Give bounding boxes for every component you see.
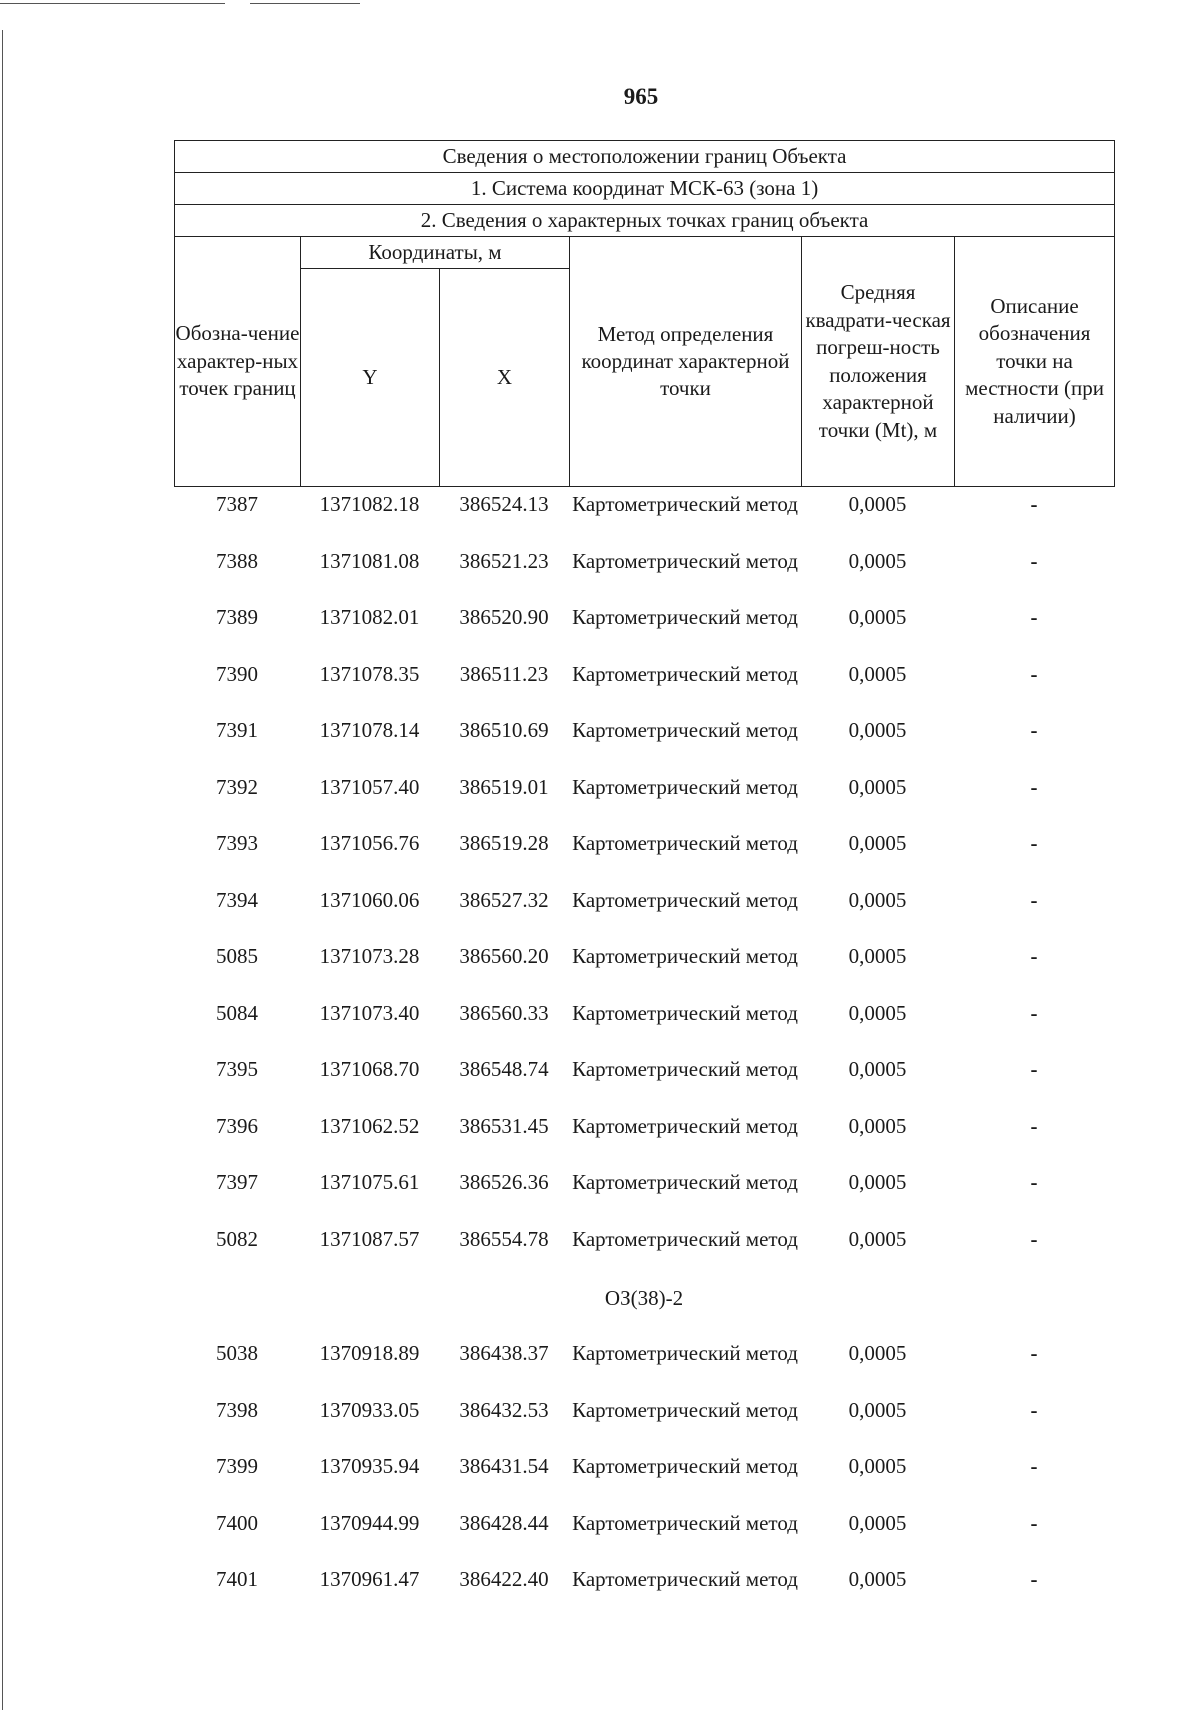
table-row [174,773,1114,830]
error-cell: 0,0005 [848,605,907,629]
coord-y: 1371056.76 [319,831,420,855]
coord-y: 1371060.06 [319,887,420,912]
method-cell: Картометрический метод [572,944,798,968]
coord-y: 1371087.57 [319,1226,420,1251]
table-row [174,829,1114,886]
page-number: 965 [623,84,659,109]
method-cell: Картометрический метод [572,605,798,629]
method-cell: Картометрический метод [572,1226,798,1251]
description-cell: - [1030,718,1038,742]
coord-x: 386524.13 [459,492,549,516]
table-row [174,1112,1114,1169]
coord-x: 386526.36 [459,1170,549,1194]
table-row [174,942,1114,999]
error-cell: 0,0005 [848,774,907,799]
error-cell: 0,0005 [848,1510,907,1535]
table-row [174,1509,1114,1566]
method-cell: Картометрический метод [572,1510,798,1535]
error-cell: 0,0005 [848,1113,907,1138]
method-cell: Картометрический метод [572,1567,798,1591]
method-cell: Картометрический метод [572,831,798,855]
description-cell: - [1030,1510,1038,1535]
coord-y: 1370944.99 [319,1510,420,1535]
description-cell: - [1030,944,1038,968]
coord-y: 1371082.18 [319,492,420,516]
error-cell: 0,0005 [848,1341,907,1365]
coord-x: 386560.20 [459,944,549,968]
coord-y: 1371073.40 [319,1000,420,1025]
table-row [174,547,1114,604]
point-id: 5038 [216,1341,258,1365]
coord-x: 386438.37 [459,1341,549,1365]
coord-y: 1370961.47 [319,1567,420,1591]
method-cell: Картометрический метод [572,718,798,742]
table-row [174,1055,1114,1112]
description-cell: - [1030,1454,1038,1478]
coord-y: 1371082.01 [319,605,420,629]
coord-x: 386560.33 [459,1000,549,1025]
coord-y: 1370933.05 [319,1397,420,1422]
coord-y: 1371057.40 [319,774,420,799]
point-id: 7391 [216,718,258,742]
description-cell: - [1030,1567,1038,1591]
point-id: 7397 [216,1170,258,1194]
error-cell: 0,0005 [848,492,907,516]
table-row [174,490,1114,547]
point-id: 5082 [216,1226,258,1251]
col-error-header: Средняя квадрати-ческая погреш-ность положения характерной точки (Mt), м [802,237,955,487]
coord-x: 386510.69 [459,718,549,742]
method-cell: Картометрический метод [572,548,798,573]
description-cell: - [1030,774,1038,799]
description-cell: - [1030,605,1038,629]
coord-x: 386531.45 [459,1113,549,1138]
table-row [174,716,1114,773]
description-cell: - [1030,887,1038,912]
error-cell: 0,0005 [848,887,907,912]
error-cell: 0,0005 [848,661,907,686]
table-row [174,1225,1114,1282]
error-cell: 0,0005 [848,1057,907,1081]
method-cell: Картометрический метод [572,1341,798,1365]
coord-x: 386519.01 [459,774,549,799]
description-cell: - [1030,1000,1038,1025]
boundary-table-header [174,140,1115,487]
description-cell: - [1030,1341,1038,1365]
point-id: 5085 [216,944,258,968]
table-row [174,1452,1114,1509]
boundary-points-table [174,490,1114,1622]
method-cell: Картометрический метод [572,887,798,912]
coord-x: 386521.23 [459,548,549,573]
col-y-header: Y [301,269,440,487]
description-cell: - [1030,831,1038,855]
error-cell: 0,0005 [848,1170,907,1194]
error-cell: 0,0005 [848,944,907,968]
table-row [174,1565,1114,1622]
point-id: 7401 [216,1567,258,1591]
col-x-header: X [440,269,570,487]
coord-y: 1371073.28 [319,944,420,968]
coord-y: 1370918.89 [319,1341,420,1365]
coord-y: 1371078.14 [319,718,420,742]
coord-x: 386428.44 [459,1510,549,1535]
col-description-header: Описание обозначения точки на местности (при наличии) [955,237,1115,487]
table-row [174,1168,1114,1225]
scan-edge-top-left [0,3,225,4]
table-row [174,886,1114,943]
coord-x: 386431.54 [459,1454,549,1478]
description-cell: - [1030,1113,1038,1138]
description-cell: - [1030,1057,1038,1081]
method-cell: Картометрический метод [572,661,798,686]
point-id: 7390 [216,661,258,686]
coord-x: 386511.23 [459,661,549,686]
point-id: 7394 [216,887,258,912]
table-title: Сведения о местоположении границ Объекта [175,141,1115,173]
method-cell: Картометрический метод [572,1113,798,1138]
point-id: 7395 [216,1057,258,1081]
coord-x: 386519.28 [459,831,549,855]
points-title: 2. Сведения о характерных точках границ объекта [175,205,1115,237]
method-cell: Картометрический метод [572,1057,798,1081]
description-cell: - [1030,1397,1038,1422]
method-cell: Картометрический метод [572,1170,798,1194]
scan-edge-left [2,30,3,1710]
col-method-header: Метод определения координат характерной точки [570,237,802,487]
col-designation-header: Обозна-чение характер-ных точек границ [175,237,301,487]
coordinate-system: 1. Система координат МСК-63 (зона 1) [175,173,1115,205]
error-cell: 0,0005 [848,718,907,742]
table-row [174,603,1114,660]
error-cell: 0,0005 [848,1226,907,1251]
point-id: 7396 [216,1113,258,1138]
point-id: 5084 [216,1000,258,1025]
point-id: 7387 [216,492,258,516]
error-cell: 0,0005 [848,1567,907,1591]
coord-x: 386554.78 [459,1226,549,1251]
coord-x: 386432.53 [459,1397,549,1422]
error-cell: 0,0005 [848,831,907,855]
coord-x: 386520.90 [459,605,549,629]
coord-y: 1370935.94 [319,1454,420,1478]
coord-x: 386422.40 [459,1567,549,1591]
group1-rows [174,490,1114,1281]
error-cell: 0,0005 [848,1454,907,1478]
method-cell: Картометрический метод [572,1397,798,1422]
coord-x: 386548.74 [459,1057,549,1081]
description-cell: - [1030,492,1038,516]
description-cell: - [1030,661,1038,686]
coord-x: 386527.32 [459,887,549,912]
table-row [174,1339,1114,1396]
coord-y: 1371075.61 [319,1170,420,1194]
method-cell: Картометрический метод [572,774,798,799]
group2-rows [174,1339,1114,1622]
col-coordinates-header: Координаты, м [301,237,570,269]
point-id: 7399 [216,1454,258,1478]
coord-y: 1371068.70 [319,1057,420,1081]
description-cell: - [1030,1226,1038,1251]
table-row [174,1396,1114,1453]
table-row [174,999,1114,1056]
coord-y: 1371078.35 [319,661,420,686]
coord-y: 1371081.08 [319,548,420,573]
error-cell: 0,0005 [848,548,907,573]
point-id: 7393 [216,831,258,855]
section-label: ОЗ(38)-2 [604,1286,684,1310]
point-id: 7392 [216,774,258,799]
table-row [174,660,1114,717]
description-cell: - [1030,1170,1038,1194]
error-cell: 0,0005 [848,1000,907,1025]
point-id: 7398 [216,1397,258,1422]
point-id: 7389 [216,605,258,629]
error-cell: 0,0005 [848,1397,907,1422]
description-cell: - [1030,548,1038,573]
point-id: 7388 [216,548,258,573]
method-cell: Картометрический метод [572,492,798,516]
coord-y: 1371062.52 [319,1113,420,1138]
point-id: 7400 [216,1510,258,1535]
scan-edge-top-mid [250,3,360,4]
method-cell: Картометрический метод [572,1000,798,1025]
method-cell: Картометрический метод [572,1454,798,1478]
